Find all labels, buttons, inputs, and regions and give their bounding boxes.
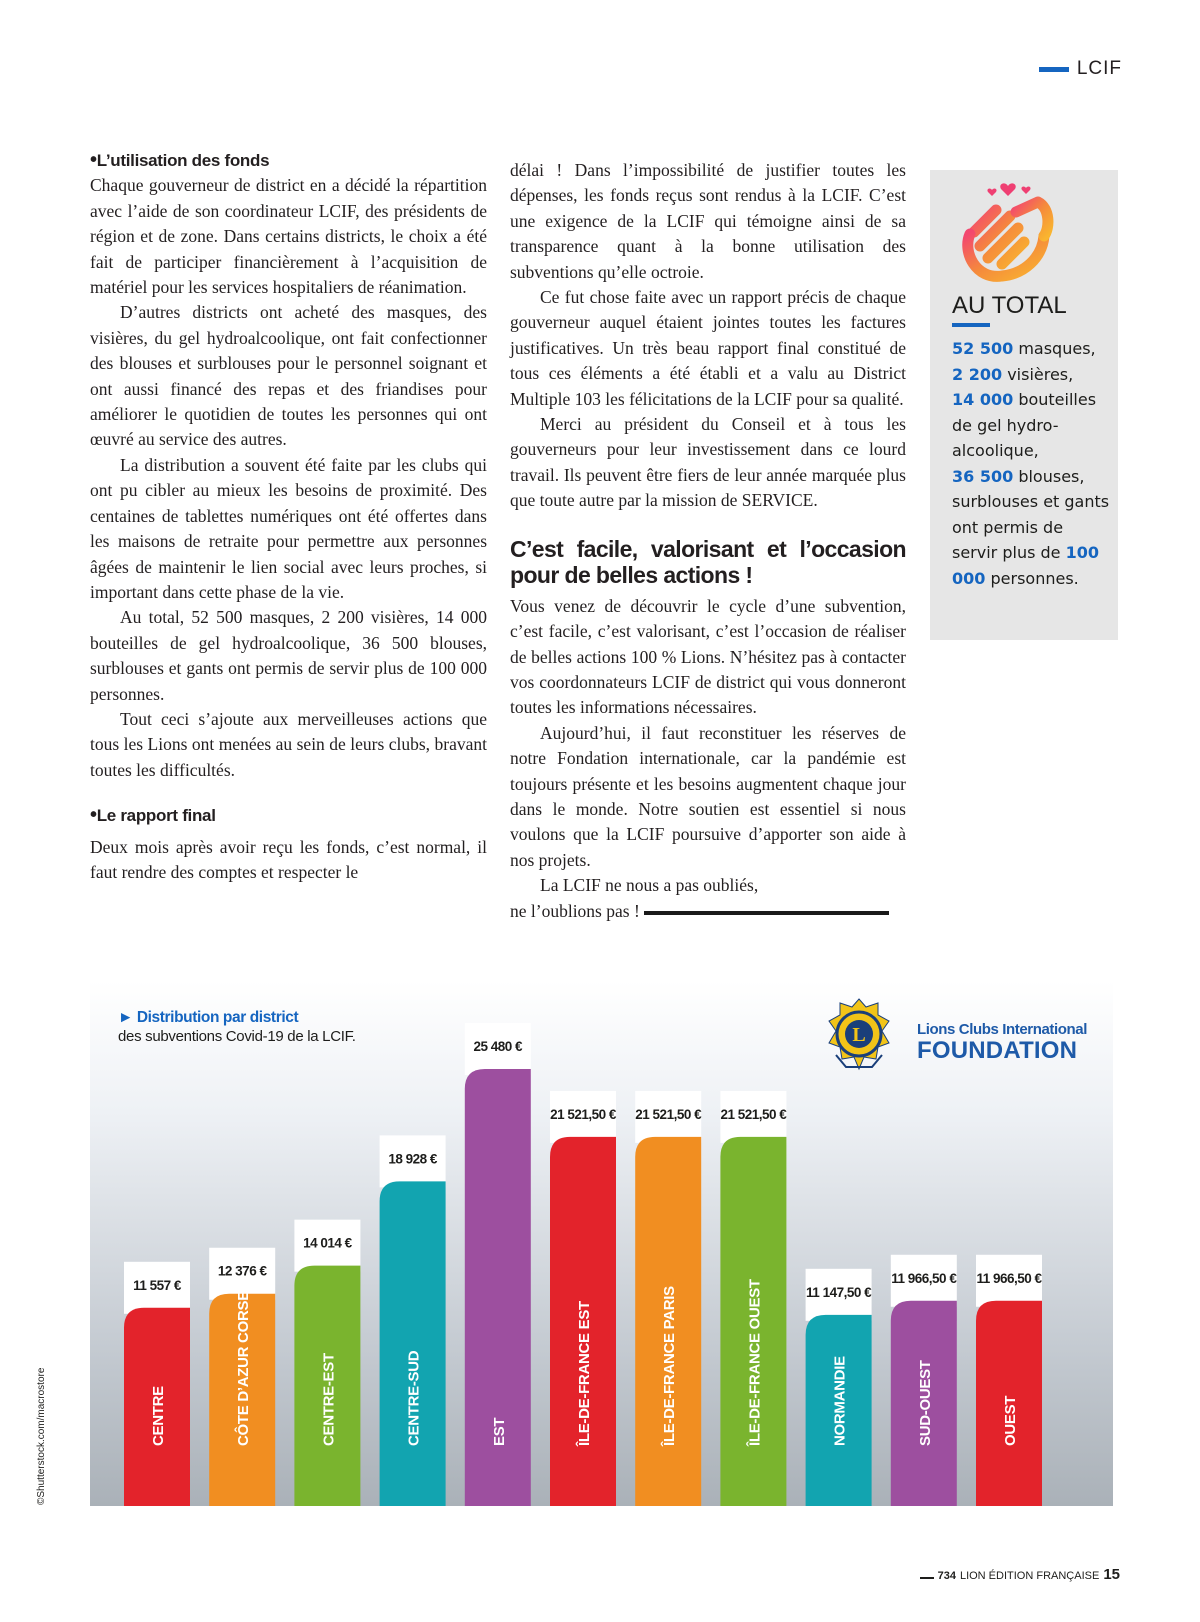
page-number: 15 (1103, 1566, 1120, 1583)
issue-number: 734 (937, 1570, 956, 1582)
paragraph: Aujourd’hui, il faut reconstituer les réserves de notre Fondation internationale, car la pandémie est toujours présente et les besoins augmentent chaque jour dans le monde. Notre soutien est essentiel si nous voulons que la LCIF poursuive d’apporter son aide à nos projets. (510, 722, 906, 870)
closing-line-2: ne l’oublions pas ! (510, 899, 906, 924)
stat-text: visières, (1002, 364, 1074, 384)
lcif-brand-line2: FOUNDATION (917, 1037, 1078, 1064)
clapping-hands-icon (946, 172, 1086, 292)
bar-value-label: 11 966,50 € (891, 1270, 957, 1286)
bar-value-label: 21 521,50 € (550, 1106, 616, 1122)
bar-value-label: 11 147,50 € (806, 1284, 872, 1300)
bar-4 (380, 1181, 446, 1506)
bar-category-label: CENTRE (150, 1386, 167, 1446)
paragraph: La distribution a souvent été faite par les clubs qui ont pu cibler au mieux les besoins de proximité. Des centaines de tablettes numériques ont été offertes dans les maisons de retraite pour permettre aux personnes âgées de maintenir le lien social avec leurs proches, si important dans cette phase de la vie. (90, 454, 487, 602)
stat-text: masques, (1013, 339, 1096, 358)
heading-facile: C’est facile, valorisant et l’occasion pour de belles actions ! (510, 535, 906, 588)
bar-value-label: 11 966,50 € (976, 1270, 1042, 1286)
section-tag (1039, 58, 1122, 80)
paragraph: Au total, 52 500 masques, 2 200 visières, 14 000 bouteilles de gel hydroalcoolique, 36 500 blouses, surblouses et gants ont permis de servir plus de 100 000 personnes. (90, 607, 487, 704)
chart-subtitle: des subventions Covid-19 de la LCIF. (118, 1028, 356, 1045)
bar-category-label: CENTRE-EST (320, 1353, 338, 1446)
bar-category-label: SUD-OUEST (916, 1360, 934, 1446)
paragraph: Tout ceci s’ajoute aux merveilleuses actions que tous les Lions ont menées au sein de leurs clubs, bravant toutes les difficultés. (90, 708, 487, 780)
bar-category-label: CÔTE D’AZUR CORSE (235, 1291, 253, 1446)
magazine-name: LION ÉDITION FRANÇAISE (959, 1570, 1100, 1582)
bar-value-label: 12 376 € (217, 1263, 267, 1279)
paragraph: Deux mois après avoir reçu les fonds, c’est normal, il faut rendre des comptes et respecter le (90, 836, 487, 882)
stat-text: personnes. (985, 568, 1079, 588)
sidebar-title: AU TOTAL (952, 292, 1067, 319)
bar-category-label: OUEST (1002, 1395, 1019, 1446)
bar-category-label: EST (490, 1417, 508, 1446)
paragraph: Vous venez de découvrir le cycle d’une subvention, c’est facile, c’est valorisant, c’est l’occasion de réaliser de belles actions 100 % Lions. N’hésitez pas à contacter vos coordonnateurs LCIF de district qui vous donneront toutes les informations nécessaires. (510, 595, 906, 718)
bar-category-label: CENTRE-SUD (405, 1350, 423, 1446)
svg-text:L: L (852, 1024, 866, 1046)
stat-personnes: 100 000 (952, 543, 1099, 588)
section-tag-bar (1039, 67, 1069, 72)
paragraph: Ce fut chose faite avec un rapport précis de chaque gouverneur auquel étaient jointes toutes les factures justificatives. Un très beau rapport final constitué de tous ces éléments a été établi et a valu au District Multiple 103 les félicitations de la LCIF pour sa qualité. (510, 287, 906, 409)
bar-category-label: ÎLE-DE-FRANCE PARIS (661, 1286, 679, 1446)
subhead-utilisation: •L’utilisation des fonds (90, 149, 270, 171)
end-of-article-rule (644, 911, 889, 915)
bar-value-label: 11 557 € (133, 1277, 181, 1293)
au-total-sidebar (930, 170, 1118, 640)
stat-bouteilles: 14 000 (952, 390, 1014, 409)
paragraph: délai ! Dans l’impossibilité de justifier toutes les dépenses, les fonds reçus sont rendus à la LCIF. C’est une exigence de la LCIF qui témoigne ainsi de sa transparence quant à la bonne utilisation des subventions qu’elle octroie. (510, 160, 906, 282)
stat-masques: 52 500 (952, 339, 1014, 358)
sidebar-rule (952, 323, 990, 327)
page-footer (920, 1566, 1120, 1583)
bar-category-label: ÎLE-DE-FRANCE OUEST (746, 1279, 764, 1446)
bar-value-label: 18 928 € (388, 1151, 437, 1167)
stat-visieres: 2 200 (952, 364, 1003, 384)
article-column-2 (510, 158, 906, 924)
bar-value-label: 21 521,50 € (635, 1106, 702, 1122)
paragraph: D’autres districts ont acheté des masques, des visières, du gel hydroalcoolique, ont fait confectionner des blouses et surblouses pour le personnel soignant et ont aussi financé des repas et des friandises pour améliorer le quotidien de toutes les personnes qui ont œuvré au service des autres. (90, 302, 487, 450)
stat-text: bouteilles de gel hydro-alcoolique, (952, 390, 1097, 460)
stat-blouses: 36 500 (952, 466, 1014, 486)
bar-value-label: 25 480 € (473, 1039, 523, 1054)
bar-plot (90, 981, 1113, 1506)
closing-line-1: La LCIF ne nous a pas oubliés, (540, 875, 759, 896)
stat-text: blouses, surblouses et gants ont permis de servir plus de (952, 466, 1110, 562)
chart-title: ► Distribution par district (118, 1009, 299, 1026)
footer-rule (920, 1577, 934, 1579)
paragraph: Merci au président du Conseil et à tous les gouverneurs pour leur investissement dans ce lourd travail. Ils peuvent être fiers de leur année marquée plus que toute autre par la mission de SERVICE. (510, 414, 906, 511)
subhead-rapport-final: •Le rapport final (90, 804, 216, 827)
sidebar-body (952, 336, 1112, 591)
bar-category-label: ÎLE-DE-FRANCE EST (576, 1301, 593, 1446)
district-distribution-chart (90, 981, 1113, 1506)
article-column-1 (90, 148, 487, 885)
photo-credit: ©Shutterstock.com/macrostore (36, 1367, 47, 1505)
bar-value-label: 14 014 € (303, 1235, 352, 1251)
paragraph: Chaque gouverneur de district en a décidé la répartition avec l’aide de son coordinateur LCIF, des présidents de région et de zone. Dans certains districts, le choix a été fait de participer financièrement à l’acquisition de matériel pour les services hospitaliers de réanimation. (90, 175, 487, 298)
lcif-brand-line1: Lions Clubs International (917, 1021, 1088, 1038)
bar-value-label: 21 521,50 € (720, 1106, 787, 1122)
bar-category-label: NORMANDIE (831, 1356, 849, 1446)
section-tag-label: LCIF (1076, 58, 1122, 79)
